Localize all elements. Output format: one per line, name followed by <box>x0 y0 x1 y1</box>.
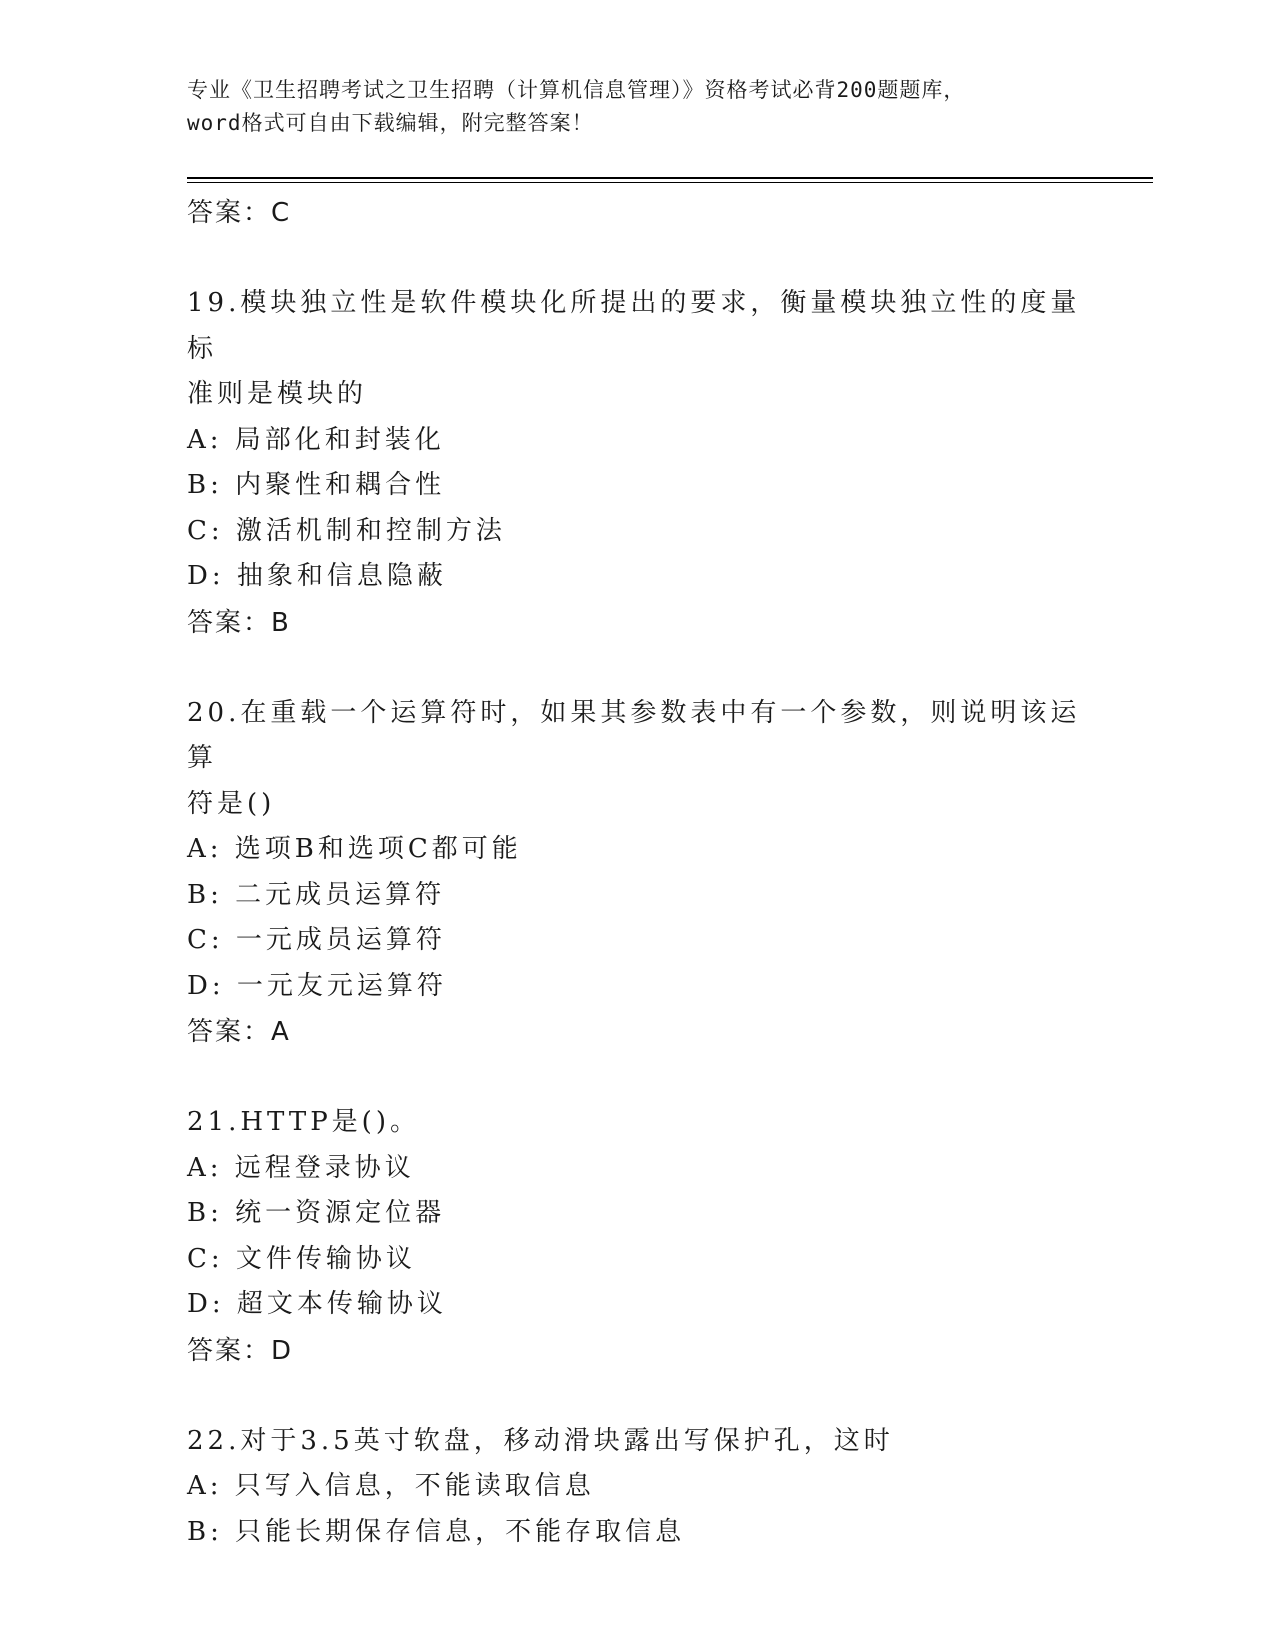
document-body <box>187 190 1087 1555</box>
answer-value: A <box>271 1017 290 1047</box>
question-22 <box>187 1419 1087 1556</box>
answer-label: 答案： <box>187 198 272 228</box>
answer-value: B <box>271 607 290 638</box>
option-a: A: 选项B和选项C都可能 <box>187 834 522 864</box>
header-line-2: word格式可自由下载编辑，附完整答案！ <box>187 111 594 135</box>
option-c: C: 文件传输协议 <box>187 1243 416 1274</box>
option-b: B: 只能长期保存信息，不能存取信息 <box>187 1516 686 1547</box>
option-a: A: 只写入信息，不能读取信息 <box>187 1471 595 1501</box>
answer-line <box>187 190 1087 236</box>
option-d: D: 一元友元运算符 <box>187 970 447 1001</box>
question-19 <box>187 281 1087 600</box>
header-line-1: 专业《卫生招聘考试之卫生招聘（计算机信息管理）》资格考试必背200题题库， <box>187 78 966 102</box>
question-text: 准则是模块的 <box>187 379 368 409</box>
question-text: 22.对于3.5英寸软盘，移动滑块露出写保护孔，这时 <box>187 1425 894 1456</box>
answer-value: C <box>271 198 291 228</box>
option-c: C: 一元成员运算符 <box>187 925 446 955</box>
option-a: A: 远程登录协议 <box>187 1152 415 1183</box>
option-d: D: 超文本传输协议 <box>187 1289 447 1319</box>
answer-label: 答案： <box>187 607 272 638</box>
question-text: 19.模块独立性是软件模块化所提出的要求，衡量模块独立性的度量标 <box>187 288 1081 364</box>
option-b: B: 二元成员运算符 <box>187 879 446 910</box>
option-c: C: 激活机制和控制方法 <box>187 515 506 546</box>
option-b: B: 内聚性和耦合性 <box>187 470 446 500</box>
answer-label: 答案： <box>187 1017 272 1047</box>
question-text: 21.HTTP是()。 <box>187 1107 420 1137</box>
answer-line <box>187 1328 1087 1374</box>
option-d: D: 抽象和信息隐蔽 <box>187 561 447 591</box>
answer-label: 答案： <box>187 1335 272 1366</box>
answer-value: D <box>271 1335 293 1366</box>
header-divider-thin <box>187 182 1153 183</box>
answer-line <box>187 1009 1087 1055</box>
answer-line <box>187 600 1087 646</box>
question-21 <box>187 1100 1087 1328</box>
document-header <box>187 74 1087 140</box>
question-text: 符是() <box>187 788 276 819</box>
option-b: B: 统一资源定位器 <box>187 1198 446 1228</box>
header-divider-thick <box>187 177 1153 179</box>
question-20 <box>187 691 1087 1010</box>
option-a: A: 局部化和封装化 <box>187 424 445 455</box>
question-text: 20.在重载一个运算符时，如果其参数表中有一个参数，则说明该运算 <box>187 697 1081 773</box>
